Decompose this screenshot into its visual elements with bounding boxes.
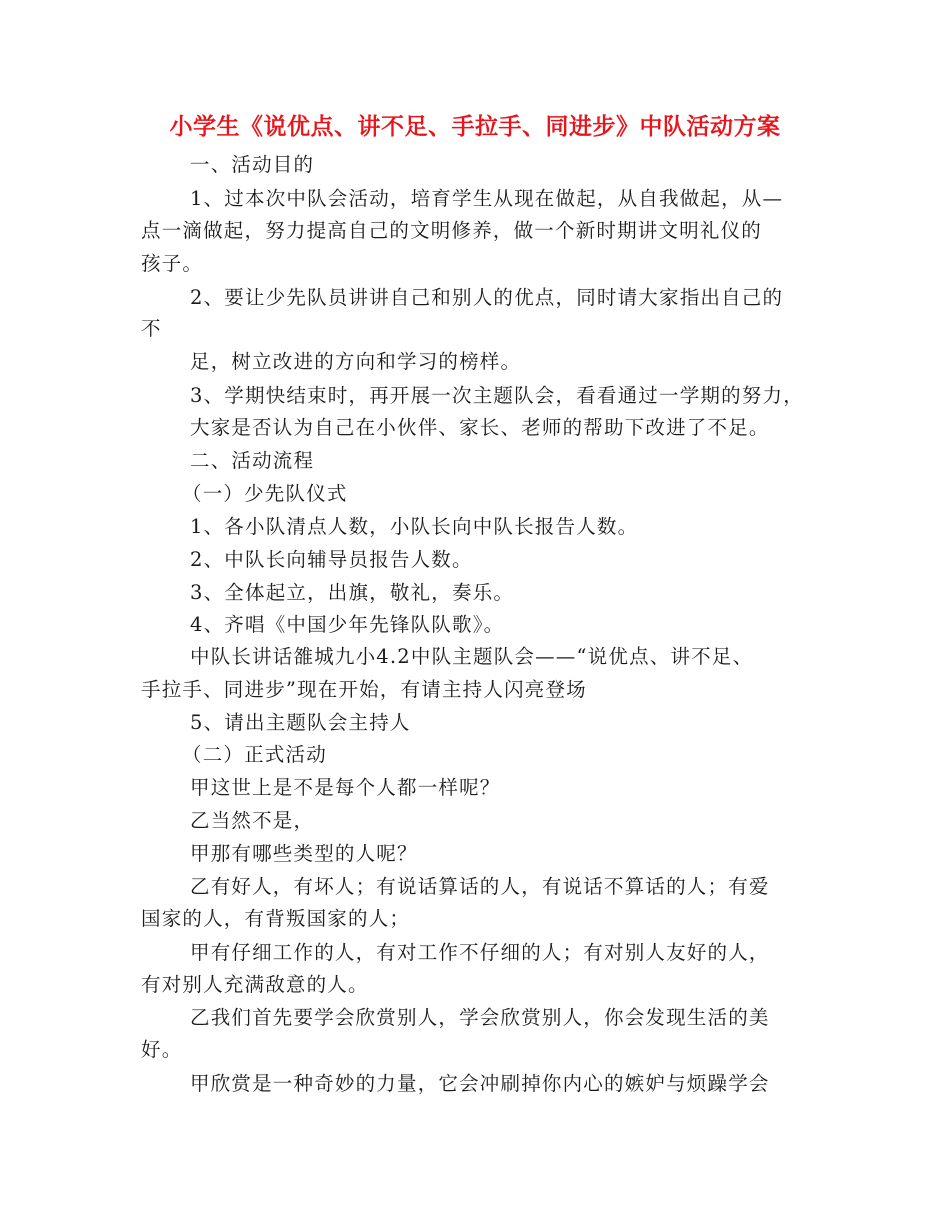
- dialogue-line: 好。: [141, 1038, 183, 1061]
- dialogue-line: 甲这世上是不是每个人都一样呢？: [190, 776, 501, 799]
- paragraph-line: 1、各小队清点人数，小队长向中队长报告人数。: [190, 515, 639, 538]
- subsection-heading: （二）正式活动: [182, 743, 327, 766]
- paragraph-line: 不: [141, 317, 162, 340]
- dialogue-line: 国家的人，有背叛国家的人；: [141, 907, 411, 930]
- paragraph-line: 5、请出主题队会主持人: [190, 711, 411, 734]
- dialogue-line: 乙我们首先要学会欣赏别人，学会欣赏别人，你会发现生活的美: [190, 1006, 770, 1029]
- dialogue-line: 甲欣赏是一种奇妙的力量，它会冲刷掉你内心的嫉妒与烦躁学会: [190, 1072, 770, 1095]
- section-heading-purpose: 一、活动目的: [190, 153, 315, 176]
- paragraph-line: 大家是否认为自己在小伙伴、家长、老师的帮助下改进了不足。: [190, 416, 770, 439]
- paragraph-line: 1、过本次中队会活动，培育学生从现在做起，从自我做起，从—: [190, 187, 784, 210]
- dialogue-line: 甲有仔细工作的人，有对工作不仔细的人；有对别人友好的人，: [190, 941, 770, 964]
- paragraph-line: 点一滴做起，努力提高自己的文明修养，做一个新时期讲文明礼仪的: [141, 219, 763, 242]
- paragraph-line: 足，树立改进的方向和学习的榜样。: [190, 350, 522, 373]
- paragraph-line: 2、要让少先队员讲讲自己和别人的优点，同时请大家指出自己的: [190, 286, 784, 309]
- paragraph-line: 4、齐唱《中国少年先锋队队歌》。: [190, 613, 505, 636]
- paragraph-line: 孩子。: [141, 252, 204, 275]
- dialogue-line: 有对别人充满敌意的人。: [141, 973, 369, 996]
- paragraph-line: 3、学期快结束时，再开展一次主题队会，看看通过一学期的努力，: [190, 384, 804, 407]
- section-heading-process: 二、活动流程: [190, 449, 315, 472]
- paragraph-line: 手拉手、同进步”现在开始，有请主持人闪亮登场: [141, 678, 587, 701]
- paragraph-line: 3、全体起立，出旗，敬礼，奏乐。: [190, 581, 515, 604]
- dialogue-line: 甲那有哪些类型的人呢？: [190, 842, 418, 865]
- paragraph-line: 中队长讲话雒城九小4.2中队主题队会——“说优点、讲不足、: [190, 645, 754, 668]
- paragraph-line: 2、中队长向辅导员报告人数。: [190, 548, 473, 571]
- document-title: 小学生《说优点、讲不足、手拉手、同进步》中队活动方案: [169, 113, 781, 140]
- subsection-heading: （一）少先队仪式: [182, 482, 348, 505]
- dialogue-line: 乙当然不是，: [190, 809, 315, 832]
- dialogue-line: 乙有好人，有坏人；有说话算话的人，有说话不算话的人；有爱: [190, 875, 770, 898]
